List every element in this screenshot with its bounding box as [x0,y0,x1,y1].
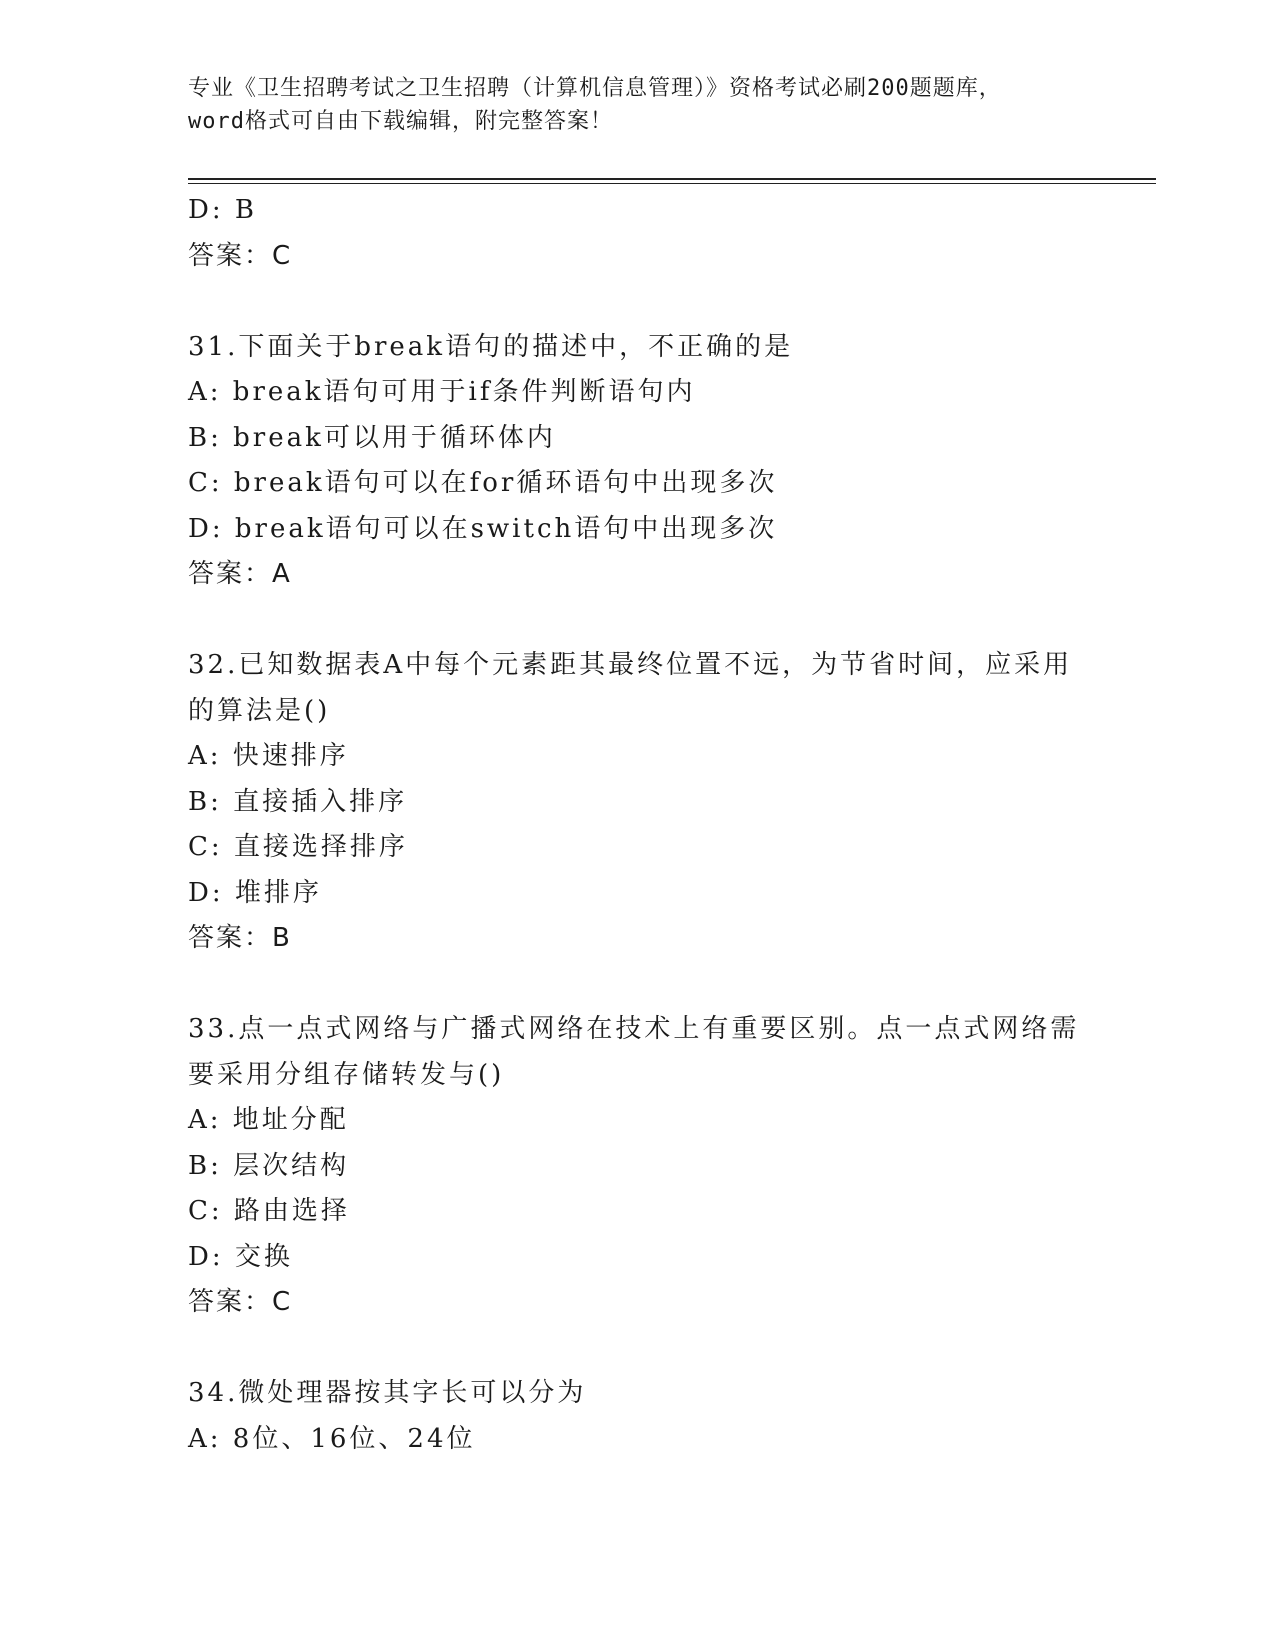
header-divider [188,178,1156,184]
option-b: B: break可以用于循环体内 [188,422,556,453]
option-d: D: 交换 [188,1241,293,1272]
question-32 [188,643,1088,962]
option-a: A: break语句可用于if条件判断语句内 [188,377,696,407]
question-34 [188,1371,1088,1462]
option-c: C: 直接选择排序 [188,832,408,862]
question-stem-continued: 的算法是() [188,695,331,726]
spacer [188,598,1088,644]
option-d: D: break语句可以在switch语句中出现多次 [188,513,778,544]
answer-line: 答案：A [188,559,292,589]
spacer [188,279,1088,325]
question-stem: 31.下面关于break语句的描述中，不正确的是 [188,331,794,362]
option-a: A: 快速排序 [188,741,349,771]
option-d: D: B [188,195,257,225]
document-body [188,188,1088,1462]
document-header [188,72,1088,138]
header-title-line-2: word格式可自由下载编辑，附完整答案！ [188,109,613,134]
question-30-fragment [188,188,1088,279]
option-b: B: 直接插入排序 [188,786,408,817]
option-a: A: 8位、16位、24位 [188,1423,476,1454]
answer-line: 答案：B [188,923,292,953]
question-stem: 34.微处理器按其字长可以分为 [188,1378,587,1408]
question-stem-continued: 要采用分组存储转发与() [188,1059,505,1090]
answer-line: 答案：C [188,240,293,271]
spacer [188,962,1088,1008]
spacer [188,1326,1088,1372]
question-stem: 32.已知数据表A中每个元素距其最终位置不远，为节省时间，应采用 [188,650,1073,680]
option-c: C: 路由选择 [188,1196,350,1226]
header-title-line-1: 专业《卫生招聘考试之卫生招聘（计算机信息管理）》资格考试必刷200题题库， [188,76,1002,101]
question-31 [188,325,1088,598]
question-33 [188,1007,1088,1326]
question-stem: 33.点一点式网络与广播式网络在技术上有重要区别。点一点式网络需 [188,1014,1080,1044]
option-a: A: 地址分配 [188,1105,349,1135]
option-c: C: break语句可以在for循环语句中出现多次 [188,468,778,498]
answer-line: 答案：C [188,1287,293,1317]
option-b: B: 层次结构 [188,1150,350,1181]
option-d: D: 堆排序 [188,877,322,908]
